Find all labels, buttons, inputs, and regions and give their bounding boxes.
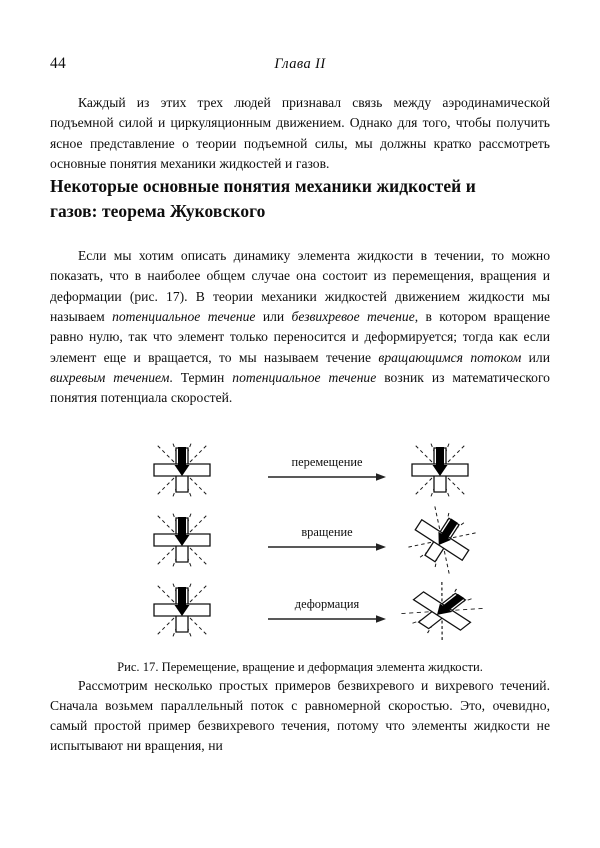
- text-segment: или: [521, 349, 550, 365]
- text-segment: . Термин: [169, 369, 233, 385]
- page-content: [50, 55, 550, 757]
- page-number: 44: [50, 55, 66, 72]
- term-irrotational-flow: безвихревое течение: [291, 309, 415, 325]
- fluid-element-upright-right: [412, 441, 468, 499]
- term-vortex-flow: вихревым течением: [50, 369, 170, 385]
- text-segment: возник из математического понятия потенциала скоростей.: [50, 369, 550, 406]
- paragraph-intro: Каждый из этих трех людей признавал связь между аэродинамической подъемной силой и циркуляционным движением. Однако для того, чтобы получить ясное представление о теории подъемной силы, мы должны кратко рассмотреть основные понятия механики жидкостей и газов.: [50, 95, 550, 171]
- figure-rows: [50, 435, 550, 645]
- figure-row-translation: [50, 435, 550, 505]
- diagram-translation: [50, 435, 550, 505]
- chapter-title: Глава II: [274, 56, 326, 72]
- figure-row-deformation: [50, 575, 550, 645]
- section-heading: Некоторые основные понятия механики жидкостей и газов: теорема Жуковского: [50, 176, 476, 222]
- text-segment: Если мы хотим описать динамику элемента жидкости в течении, то можно показать, что в наиболее общем случае она состоит из перемещения, вращения и деформации (рис. 17). В теории механики жидкостей движением жидкости мы называем: [50, 248, 550, 325]
- term-potential-flow: потенциальное течение: [112, 309, 256, 325]
- fluid-element-upright-left: [154, 441, 210, 499]
- diagram-rotation: [50, 505, 550, 575]
- transition-arrow-rotation: [268, 543, 386, 551]
- fluid-element-rotated-right: [403, 505, 482, 575]
- text-segment: или: [255, 309, 292, 325]
- label-deformation: деформация: [294, 596, 360, 611]
- fluid-element-deformed-right: [394, 576, 489, 644]
- diagram-deformation: [50, 575, 550, 645]
- running-header: [50, 55, 550, 81]
- figure-row-rotation: [50, 505, 550, 575]
- figure-caption: Рис. 17. Перемещение, вращение и деформация элемента жидкости.: [117, 659, 483, 674]
- paragraph-definitions: [50, 246, 550, 408]
- figure-17: [50, 435, 550, 676]
- label-rotation: вращение: [301, 524, 353, 539]
- transition-arrow-deformation: [268, 615, 386, 623]
- paragraph-after-figure: Рассмотрим несколько простых примеров безвихревого и вихревого течений. Сначала возьмем параллельный поток с равномерной скоростью. Это, очевидно, самый простой пример безвихревого течения, потому что элементы жидкости не испытывают ни вращения, ни: [50, 677, 550, 754]
- fluid-element-upright-left: [154, 581, 210, 639]
- text-segment: , в котором вращение равно нулю, так что элемент только переносится и деформируется; тогда как если элемент еще и вращается, то мы называем течение: [50, 309, 550, 365]
- term-potential-flow-2: потенциальное течение: [232, 369, 377, 385]
- label-translation: перемещение: [291, 454, 363, 469]
- fluid-element-upright-left: [154, 511, 210, 569]
- term-rotating-flow: вращающимся потоком: [378, 349, 522, 365]
- transition-arrow-translation: [268, 473, 386, 481]
